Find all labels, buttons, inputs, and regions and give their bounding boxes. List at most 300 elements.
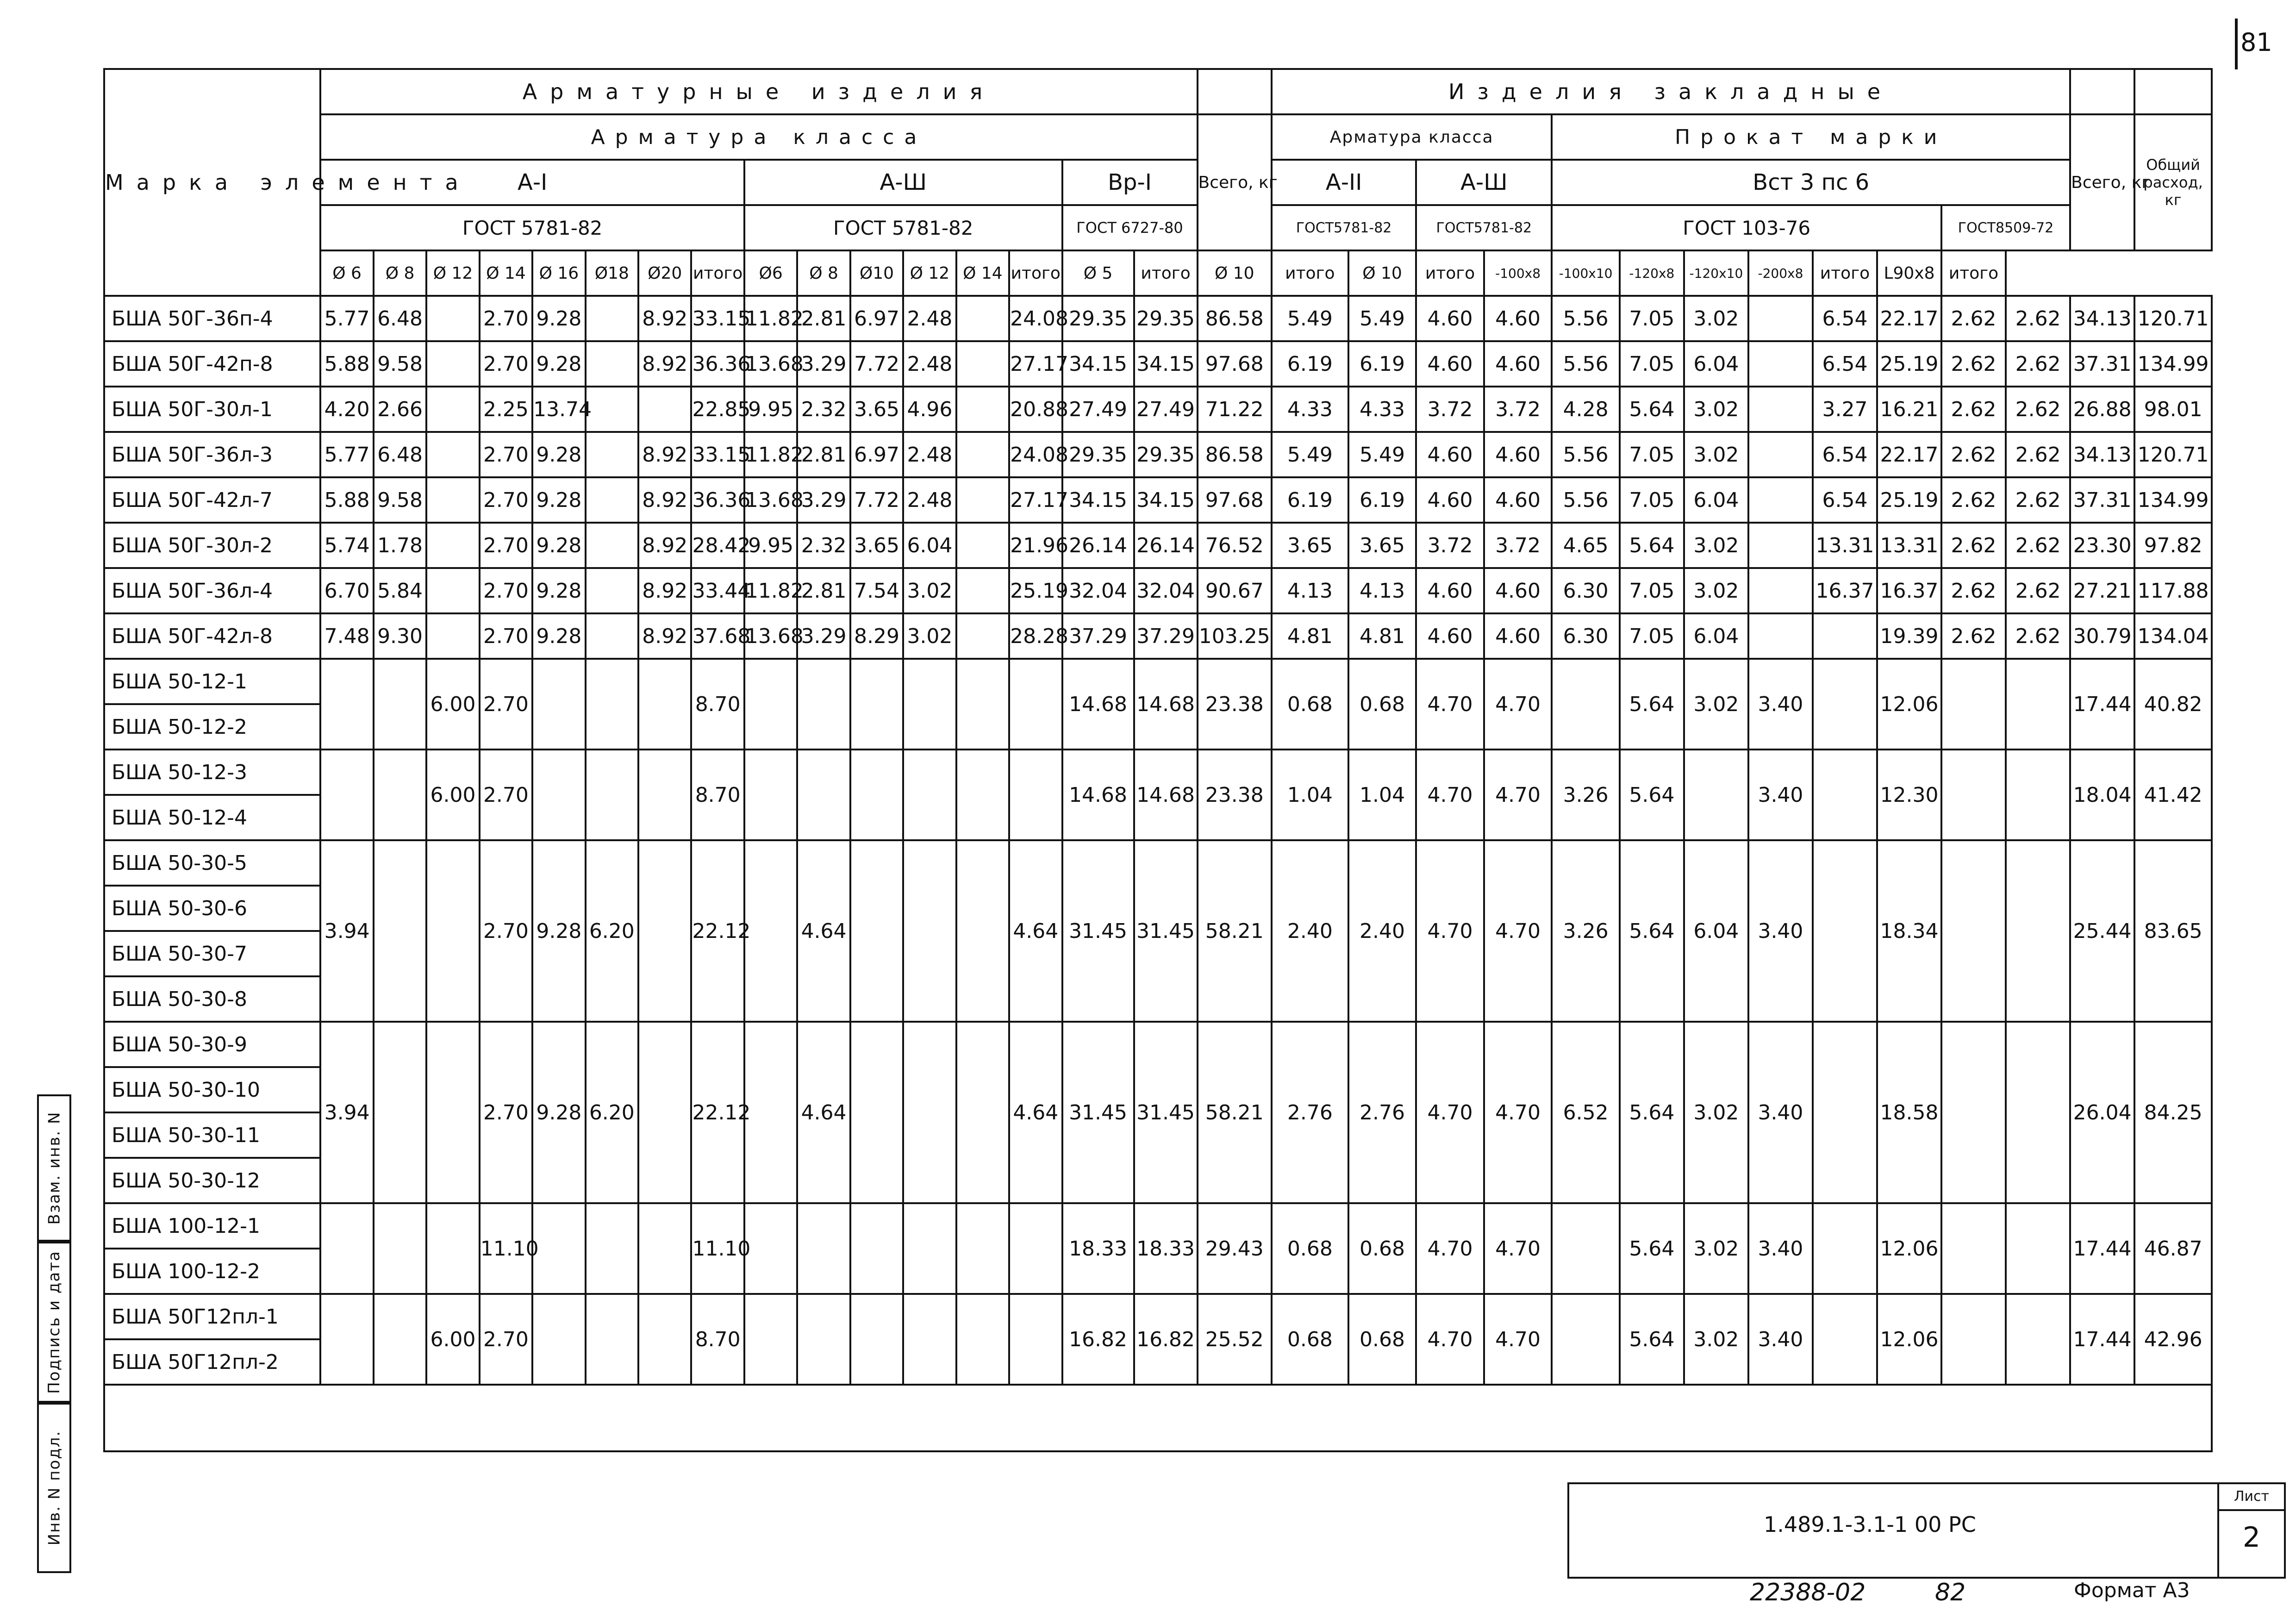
value-cell: 4.60 xyxy=(1416,568,1484,613)
value-cell: 6.00 xyxy=(426,750,479,840)
value-cell: 6.97 xyxy=(850,296,903,341)
value-cell: 2.66 xyxy=(374,387,426,432)
value-cell xyxy=(638,1294,691,1385)
value-cell xyxy=(1813,1294,1877,1385)
vsego-z-header: Всего, кг xyxy=(2070,114,2134,250)
value-cell xyxy=(1552,659,1620,750)
value-cell: 42.96 xyxy=(2134,1294,2212,1385)
value-cell: 3.02 xyxy=(1684,432,1748,477)
value-cell xyxy=(1813,613,1877,659)
value-cell: 4.64 xyxy=(1009,840,1062,1022)
value-cell: 3.27 xyxy=(1813,387,1877,432)
value-cell: 25.52 xyxy=(1198,1294,1272,1385)
value-cell: 4.28 xyxy=(1552,387,1620,432)
value-cell: 11.10 xyxy=(480,1203,532,1294)
value-cell: 3.72 xyxy=(1416,387,1484,432)
value-cell: 6.19 xyxy=(1272,341,1348,387)
value-cell: 6.04 xyxy=(1684,341,1748,387)
value-cell: 4.60 xyxy=(1416,613,1484,659)
value-cell: 1.04 xyxy=(1272,750,1348,840)
value-cell: 2.70 xyxy=(480,750,532,840)
value-cell xyxy=(532,659,585,750)
marka-cell: БША 100-12-1 xyxy=(104,1203,320,1249)
value-cell xyxy=(586,1203,638,1294)
value-cell xyxy=(1748,523,1813,568)
value-cell: 4.70 xyxy=(1416,840,1484,1022)
value-cell: 37.68 xyxy=(691,613,744,659)
value-cell: 4.13 xyxy=(1272,568,1348,613)
value-cell xyxy=(374,1294,426,1385)
value-cell xyxy=(586,1294,638,1385)
value-cell: 25.19 xyxy=(1877,477,1941,523)
value-cell: 18.04 xyxy=(2070,750,2134,840)
value-cell: 7.05 xyxy=(1620,477,1684,523)
value-cell: 5.64 xyxy=(1620,1203,1684,1294)
value-cell xyxy=(956,613,1009,659)
value-cell: 3.40 xyxy=(1748,750,1813,840)
value-cell: 97.68 xyxy=(1198,477,1272,523)
value-cell xyxy=(797,659,850,750)
value-cell: 7.05 xyxy=(1620,341,1684,387)
value-cell: 17.44 xyxy=(2070,1294,2134,1385)
value-cell: 28.28 xyxy=(1009,613,1062,659)
value-cell: 2.62 xyxy=(2006,613,2070,659)
value-cell: 3.02 xyxy=(1684,1203,1748,1294)
value-cell: 6.54 xyxy=(1813,341,1877,387)
value-cell: 37.29 xyxy=(1134,613,1198,659)
column-header: -120x10 xyxy=(1684,250,1748,296)
value-cell: 6.30 xyxy=(1552,613,1620,659)
value-cell: 9.30 xyxy=(374,613,426,659)
column-header: итого xyxy=(1416,250,1484,296)
column-header: Ø 14 xyxy=(480,250,532,296)
value-cell xyxy=(638,840,691,1022)
value-cell: 5.77 xyxy=(320,296,373,341)
value-cell: 33.15 xyxy=(691,432,744,477)
value-cell xyxy=(1813,1022,1877,1203)
value-cell: 34.15 xyxy=(1062,341,1134,387)
value-cell: 37.31 xyxy=(2070,477,2134,523)
value-cell: 3.02 xyxy=(1684,296,1748,341)
value-cell xyxy=(2006,840,2070,1022)
column-header: итого xyxy=(1813,250,1877,296)
value-cell xyxy=(1748,568,1813,613)
value-cell: 4.60 xyxy=(1484,432,1552,477)
value-cell xyxy=(532,750,585,840)
value-cell xyxy=(797,1203,850,1294)
sheet-box xyxy=(2217,1484,2284,1577)
value-cell: 29.35 xyxy=(1062,432,1134,477)
value-cell xyxy=(956,659,1009,750)
value-cell: 17.44 xyxy=(2070,659,2134,750)
value-cell xyxy=(1009,659,1062,750)
value-cell xyxy=(426,477,479,523)
marka-cell: БША 50-30-5 xyxy=(104,840,320,886)
value-cell: 26.14 xyxy=(1134,523,1198,568)
column-header: -120x8 xyxy=(1620,250,1684,296)
value-cell: 9.95 xyxy=(744,523,797,568)
value-cell: 2.70 xyxy=(480,568,532,613)
marka-cell: БША 50Г-30л-1 xyxy=(104,387,320,432)
column-header: итого xyxy=(1009,250,1062,296)
value-cell: 13.68 xyxy=(744,341,797,387)
value-cell xyxy=(1552,1294,1620,1385)
value-cell: 120.71 xyxy=(2134,432,2212,477)
value-cell: 8.70 xyxy=(691,659,744,750)
value-cell: 4.65 xyxy=(1552,523,1620,568)
value-cell: 3.40 xyxy=(1748,659,1813,750)
value-cell: 8.92 xyxy=(638,341,691,387)
value-cell xyxy=(956,750,1009,840)
value-cell: 3.02 xyxy=(1684,568,1748,613)
marka-cell: БША 50-30-12 xyxy=(104,1158,320,1203)
value-cell xyxy=(532,1294,585,1385)
value-cell: 2.48 xyxy=(903,341,956,387)
value-cell: 5.74 xyxy=(320,523,373,568)
value-cell: 4.60 xyxy=(1416,432,1484,477)
value-cell xyxy=(2006,1294,2070,1385)
value-cell: 17.44 xyxy=(2070,1203,2134,1294)
column-header: итого xyxy=(1134,250,1198,296)
value-cell: 5.56 xyxy=(1552,296,1620,341)
value-cell: 9.28 xyxy=(532,341,585,387)
value-cell: 2.62 xyxy=(1941,523,2006,568)
value-cell: 2.76 xyxy=(1348,1022,1416,1203)
value-cell: 8.92 xyxy=(638,568,691,613)
value-cell: 6.54 xyxy=(1813,296,1877,341)
value-cell: 9.28 xyxy=(532,477,585,523)
value-cell: 36.36 xyxy=(691,341,744,387)
value-cell: 3.40 xyxy=(1748,1203,1813,1294)
value-cell xyxy=(586,477,638,523)
value-cell: 2.62 xyxy=(2006,341,2070,387)
value-cell: 8.70 xyxy=(691,750,744,840)
marka-cell: БША 50-12-4 xyxy=(104,795,320,840)
value-cell: 3.72 xyxy=(1484,523,1552,568)
value-cell: 16.37 xyxy=(1877,568,1941,613)
gost-a3z: ГОСТ5781-82 xyxy=(1416,205,1552,250)
value-cell xyxy=(426,568,479,613)
value-cell: 7.72 xyxy=(850,341,903,387)
value-cell: 83.65 xyxy=(2134,840,2212,1022)
value-cell xyxy=(426,341,479,387)
marka-cell: БША 50-30-9 xyxy=(104,1022,320,1067)
value-cell xyxy=(374,750,426,840)
marka-cell: БША 50-12-2 xyxy=(104,704,320,750)
value-cell xyxy=(320,1294,373,1385)
value-cell: 2.62 xyxy=(1941,387,2006,432)
value-cell: 4.64 xyxy=(797,1022,850,1203)
value-cell: 18.33 xyxy=(1062,1203,1134,1294)
value-cell: 16.82 xyxy=(1062,1294,1134,1385)
value-cell: 6.04 xyxy=(1684,840,1748,1022)
value-cell: 28.42 xyxy=(691,523,744,568)
value-cell: 4.81 xyxy=(1348,613,1416,659)
column-header: Ø20 xyxy=(638,250,691,296)
value-cell: 31.45 xyxy=(1134,840,1198,1022)
value-cell: 2.81 xyxy=(797,296,850,341)
value-cell: 5.64 xyxy=(1620,750,1684,840)
value-cell: 2.62 xyxy=(2006,568,2070,613)
value-cell: 76.52 xyxy=(1198,523,1272,568)
value-cell xyxy=(586,659,638,750)
value-cell xyxy=(426,387,479,432)
armaturnye-header: Арматурные изделия xyxy=(320,69,1197,114)
value-cell: 2.70 xyxy=(480,659,532,750)
column-header: итого xyxy=(1941,250,2006,296)
value-cell xyxy=(638,659,691,750)
value-cell: 3.02 xyxy=(903,568,956,613)
value-cell: 9.28 xyxy=(532,1022,585,1203)
marka-cell: БША 100-12-2 xyxy=(104,1249,320,1294)
value-cell: 3.02 xyxy=(1684,1022,1748,1203)
value-cell: 2.48 xyxy=(903,432,956,477)
value-cell: 16.37 xyxy=(1813,568,1877,613)
value-cell: 4.60 xyxy=(1484,477,1552,523)
value-cell: 7.54 xyxy=(850,568,903,613)
value-cell: 27.21 xyxy=(2070,568,2134,613)
value-cell: 7.05 xyxy=(1620,613,1684,659)
value-cell: 4.60 xyxy=(1484,296,1552,341)
inv-podl-cell: Инв. N подл. xyxy=(37,1403,71,1573)
value-cell: 9.58 xyxy=(374,477,426,523)
value-cell: 18.33 xyxy=(1134,1203,1198,1294)
value-cell xyxy=(1941,1203,2006,1294)
value-cell: 134.99 xyxy=(2134,341,2212,387)
value-cell: 0.68 xyxy=(1348,659,1416,750)
value-cell xyxy=(1813,659,1877,750)
value-cell: 4.70 xyxy=(1484,1203,1552,1294)
column-header: Ø 12 xyxy=(426,250,479,296)
value-cell: 5.49 xyxy=(1272,296,1348,341)
marka-cell: БША 50-30-11 xyxy=(104,1112,320,1158)
value-cell: 2.62 xyxy=(1941,477,2006,523)
value-cell: 2.70 xyxy=(480,613,532,659)
value-cell: 4.70 xyxy=(1484,659,1552,750)
value-cell: 3.29 xyxy=(797,341,850,387)
gost-vr: ГОСТ 6727-80 xyxy=(1062,205,1198,250)
value-cell: 5.64 xyxy=(1620,840,1684,1022)
value-cell xyxy=(2006,659,2070,750)
value-cell: 6.04 xyxy=(1684,613,1748,659)
value-cell xyxy=(956,432,1009,477)
value-cell: 4.70 xyxy=(1416,1022,1484,1203)
column-header: Ø 8 xyxy=(797,250,850,296)
value-cell xyxy=(374,840,426,1022)
value-cell: 3.29 xyxy=(797,477,850,523)
marka-cell: БША 50Г12пл-1 xyxy=(104,1294,320,1339)
value-cell xyxy=(903,1203,956,1294)
value-cell: 6.54 xyxy=(1813,432,1877,477)
value-cell: 6.48 xyxy=(374,432,426,477)
value-cell: 3.65 xyxy=(850,387,903,432)
value-cell xyxy=(586,568,638,613)
value-cell: 3.65 xyxy=(1348,523,1416,568)
value-cell: 30.79 xyxy=(2070,613,2134,659)
value-cell: 3.40 xyxy=(1748,1022,1813,1203)
value-cell: 117.88 xyxy=(2134,568,2212,613)
value-cell xyxy=(426,1203,479,1294)
column-header: -100x10 xyxy=(1552,250,1620,296)
value-cell: 12.30 xyxy=(1877,750,1941,840)
value-cell: 4.60 xyxy=(1484,341,1552,387)
value-cell: 37.31 xyxy=(2070,341,2134,387)
value-cell xyxy=(903,750,956,840)
value-cell: 32.04 xyxy=(1134,568,1198,613)
value-cell: 0.68 xyxy=(1272,1294,1348,1385)
value-cell xyxy=(426,1022,479,1203)
value-cell: 34.13 xyxy=(2070,296,2134,341)
value-cell: 27.49 xyxy=(1134,387,1198,432)
value-cell xyxy=(426,296,479,341)
value-cell xyxy=(956,568,1009,613)
value-cell: 4.70 xyxy=(1484,750,1552,840)
value-cell: 2.62 xyxy=(2006,432,2070,477)
value-cell: 6.20 xyxy=(586,840,638,1022)
value-cell xyxy=(586,613,638,659)
marka-cell: БША 50-30-6 xyxy=(104,886,320,931)
footer-page: 82 xyxy=(1935,1579,1966,1606)
column-header: Ø 8 xyxy=(374,250,426,296)
value-cell: 3.02 xyxy=(903,613,956,659)
value-cell: 5.64 xyxy=(1620,659,1684,750)
value-cell: 3.65 xyxy=(1272,523,1348,568)
value-cell: 3.02 xyxy=(1684,1294,1748,1385)
value-cell: 14.68 xyxy=(1062,659,1134,750)
page-number: 81 xyxy=(2240,28,2272,57)
value-cell: 34.15 xyxy=(1134,477,1198,523)
value-cell xyxy=(903,659,956,750)
marka-cell: БША 50Г-42л-7 xyxy=(104,477,320,523)
marka-cell: БША 50-30-7 xyxy=(104,931,320,976)
marka-cell: БША 50-12-3 xyxy=(104,750,320,795)
value-cell: 4.70 xyxy=(1416,659,1484,750)
value-cell xyxy=(850,1203,903,1294)
value-cell xyxy=(1009,1203,1062,1294)
value-cell: 5.49 xyxy=(1348,296,1416,341)
value-cell xyxy=(638,1022,691,1203)
value-cell: 16.82 xyxy=(1134,1294,1198,1385)
value-cell xyxy=(956,341,1009,387)
value-cell xyxy=(426,432,479,477)
value-cell xyxy=(850,1294,903,1385)
value-cell: 4.13 xyxy=(1348,568,1416,613)
value-cell: 29.43 xyxy=(1198,1203,1272,1294)
value-cell: 20.88 xyxy=(1009,387,1062,432)
value-cell: 12.06 xyxy=(1877,659,1941,750)
value-cell: 5.49 xyxy=(1272,432,1348,477)
value-cell: 2.70 xyxy=(480,523,532,568)
value-cell: 6.97 xyxy=(850,432,903,477)
value-cell: 3.26 xyxy=(1552,840,1620,1022)
value-cell: 29.35 xyxy=(1062,296,1134,341)
value-cell: 0.68 xyxy=(1348,1203,1416,1294)
inv-vzam-cell: Взам. инв. N xyxy=(37,1094,71,1242)
empty-row xyxy=(104,1385,2212,1451)
value-cell: 31.45 xyxy=(1062,840,1134,1022)
value-cell xyxy=(1813,750,1877,840)
value-cell: 23.38 xyxy=(1198,659,1272,750)
value-cell: 5.77 xyxy=(320,432,373,477)
value-cell: 7.05 xyxy=(1620,432,1684,477)
value-cell: 11.10 xyxy=(691,1203,744,1294)
value-cell xyxy=(586,432,638,477)
value-cell: 23.30 xyxy=(2070,523,2134,568)
value-cell: 2.70 xyxy=(480,477,532,523)
value-cell xyxy=(744,840,797,1022)
title-stamp xyxy=(1567,1482,2286,1579)
value-cell: 5.64 xyxy=(1620,1022,1684,1203)
value-cell xyxy=(426,840,479,1022)
value-cell: 6.52 xyxy=(1552,1022,1620,1203)
value-cell xyxy=(956,296,1009,341)
value-cell: 3.65 xyxy=(850,523,903,568)
value-cell: 22.17 xyxy=(1877,432,1941,477)
podpis-cell: Подпись и дата xyxy=(37,1242,71,1403)
value-cell: 4.64 xyxy=(797,840,850,1022)
value-cell: 6.30 xyxy=(1552,568,1620,613)
value-cell: 6.48 xyxy=(374,296,426,341)
column-header: Ø18 xyxy=(586,250,638,296)
value-cell: 2.62 xyxy=(1941,613,2006,659)
gost-a3: ГОСТ 5781-82 xyxy=(744,205,1062,250)
value-cell: 13.31 xyxy=(1877,523,1941,568)
value-cell xyxy=(1813,1203,1877,1294)
value-cell: 3.02 xyxy=(1684,659,1748,750)
value-cell: 9.28 xyxy=(532,432,585,477)
value-cell: 6.54 xyxy=(1813,477,1877,523)
column-header: итого xyxy=(691,250,744,296)
value-cell xyxy=(638,750,691,840)
value-cell: 2.48 xyxy=(903,296,956,341)
value-cell: 13.68 xyxy=(744,613,797,659)
value-cell xyxy=(2006,1203,2070,1294)
value-cell: 32.04 xyxy=(1062,568,1134,613)
value-cell: 11.82 xyxy=(744,432,797,477)
value-cell: 6.19 xyxy=(1348,477,1416,523)
value-cell: 34.15 xyxy=(1134,341,1198,387)
value-cell: 2.81 xyxy=(797,432,850,477)
value-cell xyxy=(797,1294,850,1385)
value-cell: 33.15 xyxy=(691,296,744,341)
value-cell: 2.81 xyxy=(797,568,850,613)
value-cell: 2.62 xyxy=(2006,523,2070,568)
value-cell: 4.60 xyxy=(1416,477,1484,523)
value-cell: 1.78 xyxy=(374,523,426,568)
value-cell xyxy=(956,1022,1009,1203)
value-cell: 2.62 xyxy=(1941,296,2006,341)
value-cell: 2.32 xyxy=(797,387,850,432)
value-cell xyxy=(374,659,426,750)
value-cell: 4.96 xyxy=(903,387,956,432)
column-header: Ø10 xyxy=(850,250,903,296)
marka-cell: БША 50Г-36л-3 xyxy=(104,432,320,477)
value-cell xyxy=(426,523,479,568)
class-a3z: А-Ш xyxy=(1416,160,1552,205)
value-cell: 36.36 xyxy=(691,477,744,523)
value-cell: 14.68 xyxy=(1134,750,1198,840)
value-cell: 5.56 xyxy=(1552,432,1620,477)
sheet-label: Лист xyxy=(2219,1484,2284,1511)
value-cell: 4.70 xyxy=(1416,1203,1484,1294)
marka-cell: БША 50-30-8 xyxy=(104,976,320,1022)
value-cell: 46.87 xyxy=(2134,1203,2212,1294)
value-cell: 7.05 xyxy=(1620,568,1684,613)
value-cell xyxy=(320,1203,373,1294)
value-cell: 6.04 xyxy=(1684,477,1748,523)
value-cell xyxy=(1941,750,2006,840)
value-cell xyxy=(638,387,691,432)
